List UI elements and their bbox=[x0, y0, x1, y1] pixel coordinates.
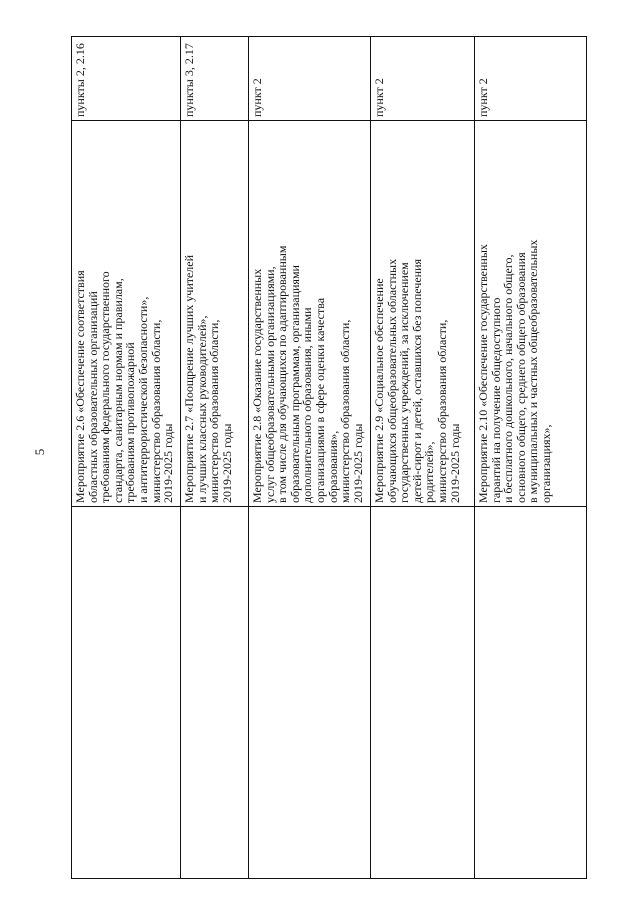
text-line: министерство образования области, bbox=[207, 319, 222, 503]
text-line: 2019-2025 годы bbox=[161, 423, 176, 503]
text-line: 2019-2025 годы bbox=[219, 423, 234, 503]
text-line: образования», bbox=[325, 430, 340, 503]
text-line: Мероприятие 2.9 «Социальное обеспечение bbox=[372, 278, 386, 503]
measure-description-cell bbox=[371, 121, 475, 507]
table-row bbox=[181, 37, 249, 879]
table-body bbox=[72, 37, 587, 879]
reference-cell: пункт 2 bbox=[249, 37, 371, 121]
text-line: требованиям федерального государственного bbox=[98, 271, 113, 503]
empty-cell bbox=[475, 507, 587, 879]
text-line: обучающихся общеобразовательных областных bbox=[384, 258, 399, 503]
text-line: требованиям противопожарной bbox=[123, 342, 138, 503]
empty-cell bbox=[249, 507, 371, 879]
reference-cell: пункт 2 bbox=[475, 37, 587, 121]
text-line: основного общего, среднего общего образования bbox=[513, 252, 528, 503]
text-line: министерство образования области, bbox=[434, 319, 449, 503]
text-line: 2019-2025 годы bbox=[447, 423, 462, 503]
text-line: Мероприятие 2.6 «Обеспечение соответствия bbox=[73, 270, 87, 503]
text-line: областных образовательных организаций bbox=[85, 291, 100, 503]
text-line: образовательным программам, организациями bbox=[287, 265, 302, 503]
empty-cell bbox=[181, 507, 249, 879]
text-line: гарантий на получение общедоступного bbox=[488, 297, 503, 503]
empty-cell bbox=[72, 507, 181, 879]
text-line: дополнительного образования, иными bbox=[300, 307, 315, 503]
text-line: услуг общеобразовательными организациями, bbox=[262, 266, 277, 503]
text-line: родителей», bbox=[422, 441, 437, 503]
table-row bbox=[72, 37, 181, 879]
text-line: Мероприятие 2.8 «Оказание государственных bbox=[250, 268, 264, 503]
reference-cell: пункт 2 bbox=[371, 37, 475, 121]
reference-cell: пункты 2, 2.16 bbox=[72, 37, 181, 121]
text-line: министерство образования области, bbox=[338, 319, 353, 503]
empty-cell bbox=[371, 507, 475, 879]
text-line: министерство образования области, bbox=[148, 319, 163, 503]
measure-description-cell bbox=[249, 121, 371, 507]
text-line: и бесплатного дошкольного, начального общего, bbox=[501, 254, 516, 503]
measure-description-cell bbox=[181, 121, 249, 507]
text-line: организациями в сфере оценки качества bbox=[312, 297, 327, 503]
reference-cell: пункты 3, 2.17 bbox=[181, 37, 249, 121]
text-line: 2019-2025 годы bbox=[350, 423, 365, 503]
text-line: организациях», bbox=[538, 424, 553, 503]
text-line: и лучших классных руководителей», bbox=[194, 315, 209, 503]
text-line: в том числе для обучающихся по адаптированным bbox=[275, 245, 290, 503]
text-line: государственных учреждений, за исключением bbox=[397, 262, 412, 503]
measure-description-cell bbox=[72, 121, 181, 507]
table-row bbox=[371, 37, 475, 879]
table-row bbox=[475, 37, 587, 879]
text-line: Мероприятие 2.7 «Поощрение лучших учителей bbox=[182, 254, 196, 503]
measures-table bbox=[71, 36, 587, 879]
text-line: в муниципальных и частных общеобразовательных bbox=[526, 239, 541, 503]
page-number: 5 bbox=[32, 448, 47, 456]
text-line: Мероприятие 2.10 «Обеспечение государственных bbox=[476, 244, 490, 503]
table-row bbox=[249, 37, 371, 879]
rotated-table-wrapper bbox=[71, 37, 587, 879]
text-line: и антитеррористической безопасности», bbox=[135, 296, 150, 503]
text-line: детей-сирот и детей, оставшихся без попечения bbox=[409, 258, 424, 503]
text-line: стандарта, санитарным нормам и правилам, bbox=[110, 278, 125, 503]
measure-description-cell bbox=[475, 121, 587, 507]
